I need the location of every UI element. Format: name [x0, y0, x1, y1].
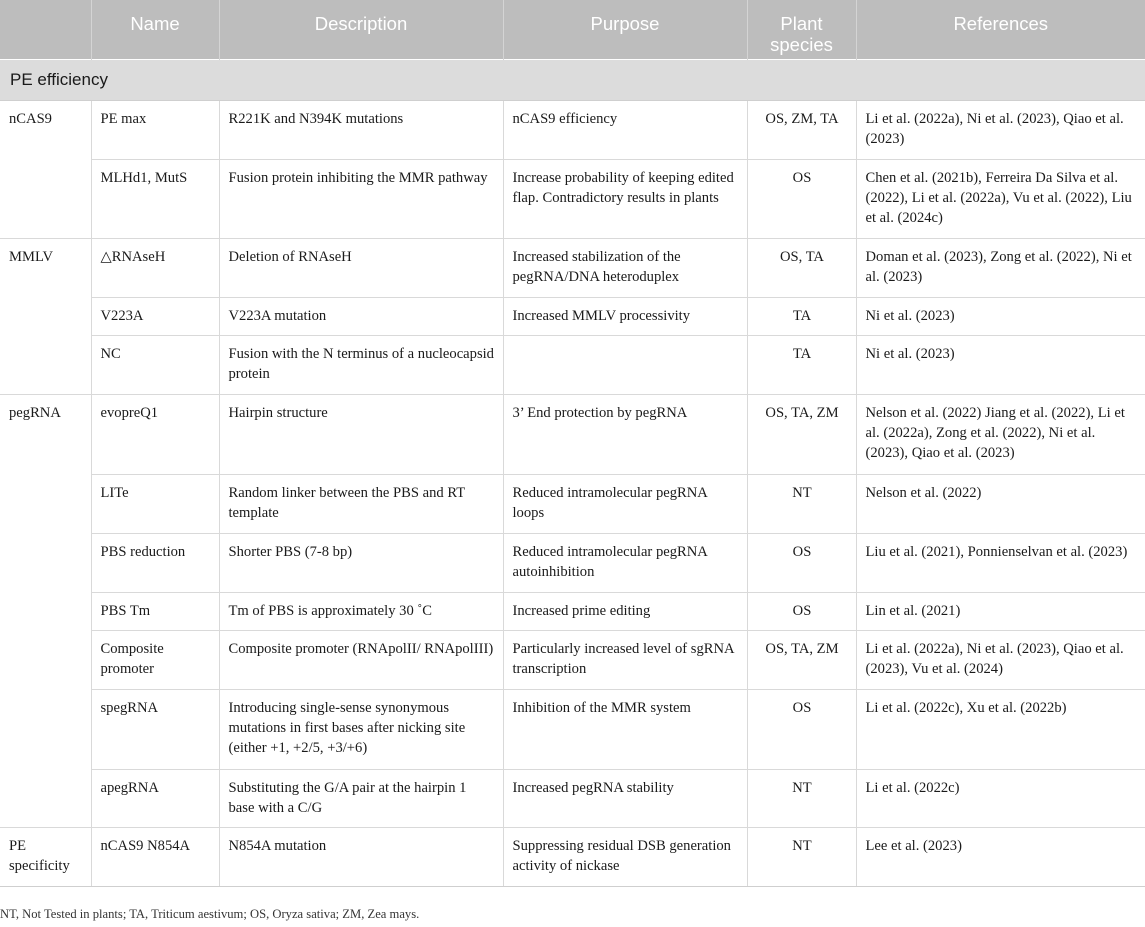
purpose-cell: Suppressing residual DSB generation activity of nickase: [503, 827, 747, 886]
description-cell: Fusion protein inhibiting the MMR pathway: [219, 159, 503, 238]
references-cell: Li et al. (2022c), Xu et al. (2022b): [856, 689, 1145, 769]
references-cell: Li et al. (2022a), Ni et al. (2023), Qiao et al. (2023), Vu et al. (2024): [856, 630, 1145, 689]
species-cell: OS: [747, 159, 856, 238]
purpose-cell: Particularly increased level of sgRNA transcription: [503, 630, 747, 689]
species-cell: NT: [747, 827, 856, 886]
table-row: [0, 689, 1145, 769]
header-name: Name: [91, 0, 219, 59]
table-row: [0, 533, 1145, 592]
references-cell: Ni et al. (2023): [856, 297, 1145, 335]
purpose-cell: Increased stabilization of the pegRNA/DNA heteroduplex: [503, 238, 747, 297]
species-cell: OS, TA: [747, 238, 856, 297]
references-cell: Nelson et al. (2022): [856, 474, 1145, 533]
purpose-cell: Reduced intramolecular pegRNA loops: [503, 474, 747, 533]
references-cell: Liu et al. (2021), Ponnienselvan et al. (2023): [856, 533, 1145, 592]
species-cell: OS: [747, 533, 856, 592]
references-cell: Lin et al. (2021): [856, 592, 1145, 630]
name-cell: △RNAseH: [91, 238, 219, 297]
references-cell: Doman et al. (2023), Zong et al. (2022), Ni et al. (2023): [856, 238, 1145, 297]
species-cell: OS: [747, 592, 856, 630]
table-row: [0, 100, 1145, 159]
table-row: [0, 335, 1145, 394]
description-cell: V223A mutation: [219, 297, 503, 335]
header-group: [0, 0, 91, 59]
header-purpose: Purpose: [503, 0, 747, 59]
section-row: [0, 59, 1145, 100]
table-row: [0, 159, 1145, 238]
references-cell: Ni et al. (2023): [856, 335, 1145, 394]
description-cell: Random linker between the PBS and RT template: [219, 474, 503, 533]
description-cell: Deletion of RNAseH: [219, 238, 503, 297]
name-cell: LITe: [91, 474, 219, 533]
group-cell: MMLV: [0, 238, 91, 394]
description-cell: Tm of PBS is approximately 30 ˚C: [219, 592, 503, 630]
purpose-cell: 3’ End protection by pegRNA: [503, 394, 747, 474]
description-cell: R221K and N394K mutations: [219, 100, 503, 159]
header-row: [0, 0, 1145, 59]
name-cell: NC: [91, 335, 219, 394]
table-row: [0, 592, 1145, 630]
table-footnote: NT, Not Tested in plants; TA, Triticum aestivum; OS, Oryza sativa; ZM, Zea mays.: [0, 907, 420, 921]
section-title: PE efficiency: [0, 59, 1145, 100]
purpose-cell: Increased pegRNA stability: [503, 769, 747, 827]
references-cell: Li et al. (2022c): [856, 769, 1145, 827]
description-cell: Fusion with the N terminus of a nucleocapsid protein: [219, 335, 503, 394]
description-cell: N854A mutation: [219, 827, 503, 886]
group-cell: PE specificity: [0, 827, 91, 886]
name-cell: PBS Tm: [91, 592, 219, 630]
purpose-cell: Increased prime editing: [503, 592, 747, 630]
table-row: [0, 238, 1145, 297]
table-row: [0, 394, 1145, 474]
header-description: Description: [219, 0, 503, 59]
species-cell: OS: [747, 689, 856, 769]
table-row: [0, 827, 1145, 886]
references-cell: Chen et al. (2021b), Ferreira Da Silva et al. (2022), Li et al. (2022a), Vu et al. (2022), Liu et al. (2024c): [856, 159, 1145, 238]
description-cell: Hairpin structure: [219, 394, 503, 474]
description-cell: Composite promoter (RNApolII/ RNApolIII): [219, 630, 503, 689]
header-plant-species: Plant species: [747, 0, 856, 59]
purpose-cell: [503, 335, 747, 394]
purpose-cell: Increase probability of keeping edited flap. Contradictory results in plants: [503, 159, 747, 238]
purpose-cell: Inhibition of the MMR system: [503, 689, 747, 769]
purpose-cell: nCAS9 efficiency: [503, 100, 747, 159]
species-cell: TA: [747, 297, 856, 335]
references-cell: Lee et al. (2023): [856, 827, 1145, 886]
references-cell: Nelson et al. (2022) Jiang et al. (2022), Li et al. (2022a), Zong et al. (2022), Ni et al. (2023), Qiao et al. (2023): [856, 394, 1145, 474]
name-cell: nCAS9 N854A: [91, 827, 219, 886]
description-cell: Shorter PBS (7-8 bp): [219, 533, 503, 592]
name-cell: evopreQ1: [91, 394, 219, 474]
table-row: [0, 630, 1145, 689]
species-cell: NT: [747, 474, 856, 533]
species-cell: NT: [747, 769, 856, 827]
name-cell: PBS reduction: [91, 533, 219, 592]
name-cell: spegRNA: [91, 689, 219, 769]
purpose-cell: Reduced intramolecular pegRNA autoinhibition: [503, 533, 747, 592]
description-cell: Substituting the G/A pair at the hairpin 1 base with a C/G: [219, 769, 503, 827]
name-cell: PE max: [91, 100, 219, 159]
group-cell: nCAS9: [0, 100, 91, 238]
group-cell: pegRNA: [0, 394, 91, 827]
species-cell: OS, TA, ZM: [747, 630, 856, 689]
name-cell: V223A: [91, 297, 219, 335]
species-cell: OS, TA, ZM: [747, 394, 856, 474]
table-row: [0, 474, 1145, 533]
name-cell: MLHd1, MutS: [91, 159, 219, 238]
species-cell: OS, ZM, TA: [747, 100, 856, 159]
references-cell: Li et al. (2022a), Ni et al. (2023), Qiao et al. (2023): [856, 100, 1145, 159]
purpose-cell: Increased MMLV processivity: [503, 297, 747, 335]
header-references: References: [856, 0, 1145, 59]
table-row: [0, 769, 1145, 827]
description-cell: Introducing single-sense synonymous mutations in first bases after nicking site (either +1, +2/5, +3/+6): [219, 689, 503, 769]
name-cell: apegRNA: [91, 769, 219, 827]
name-cell: Composite promoter: [91, 630, 219, 689]
table-row: [0, 297, 1145, 335]
species-cell: TA: [747, 335, 856, 394]
